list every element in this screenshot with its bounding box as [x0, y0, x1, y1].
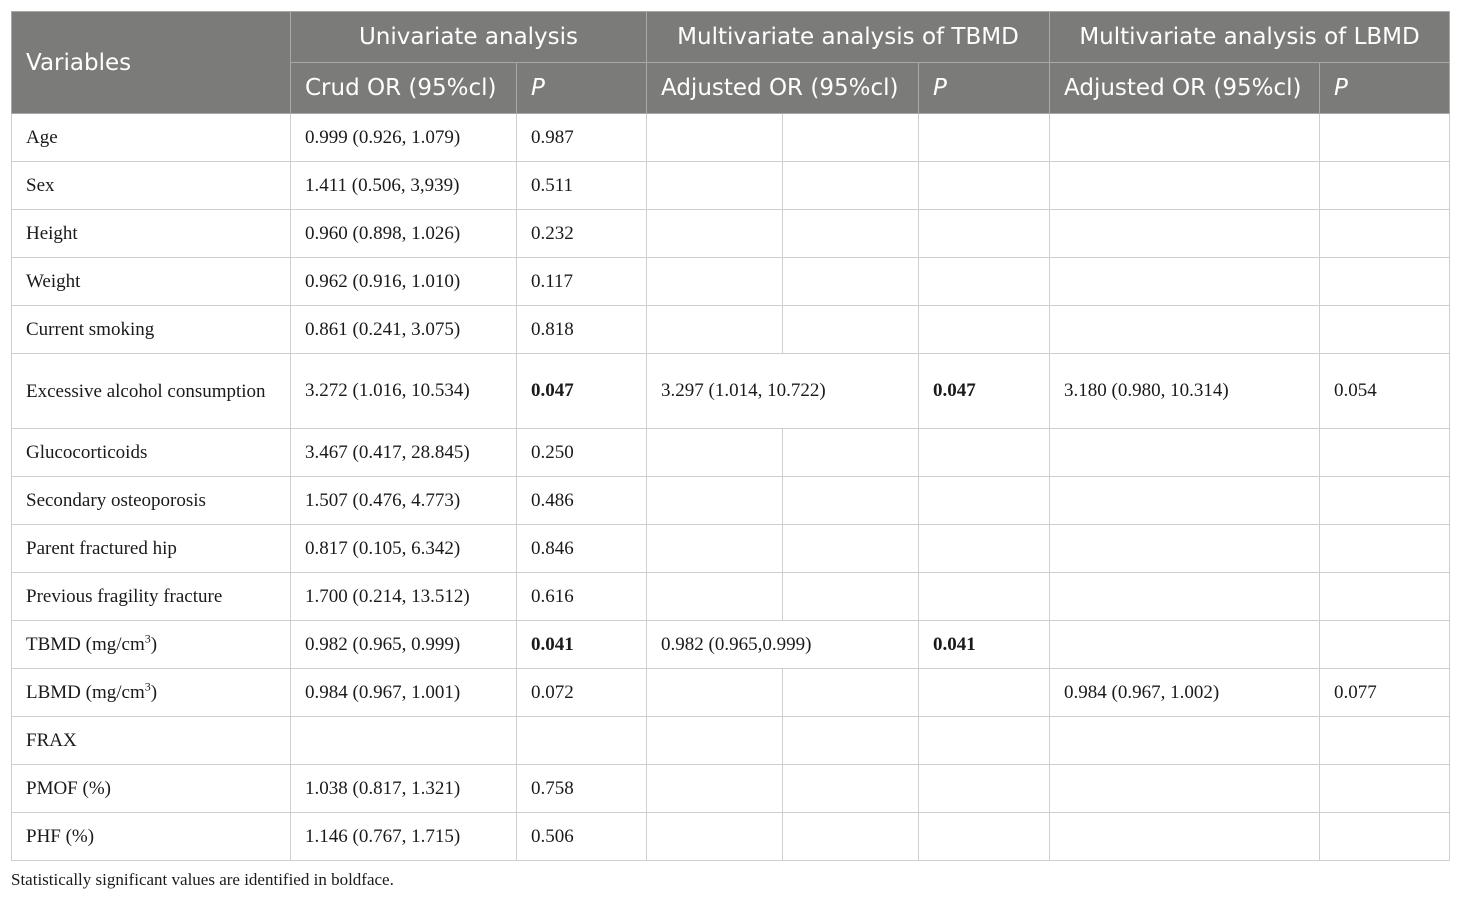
uni-or-cell: 0.960 (0.898, 1.026): [291, 210, 517, 258]
empty-cell: [1050, 573, 1320, 621]
variable-cell: [12, 621, 291, 669]
table-row: [12, 621, 1450, 669]
table-row: [12, 258, 1450, 306]
empty-cell: [1320, 306, 1450, 354]
uni-or-cell: 0.817 (0.105, 6.342): [291, 525, 517, 573]
empty-cell: [783, 717, 919, 765]
variable-cell: Excessive alcohol consumption: [12, 354, 291, 429]
empty-cell: [783, 210, 919, 258]
empty-cell: [1320, 813, 1450, 861]
table-row: [12, 354, 1450, 429]
table-row: [12, 210, 1450, 258]
uni-or-cell: 1.038 (0.817, 1.321): [291, 765, 517, 813]
empty-cell: [919, 717, 1050, 765]
empty-cell: [783, 573, 919, 621]
variable-label: LBMD (mg/cm: [26, 681, 145, 703]
header-lbmd-p: P: [1320, 63, 1450, 114]
empty-cell: [647, 114, 783, 162]
variable-cell: FRAX: [12, 717, 291, 765]
empty-cell: [919, 669, 1050, 717]
table-row: [12, 162, 1450, 210]
unit-close: ): [150, 633, 158, 655]
uni-p-cell: 0.072: [517, 669, 647, 717]
uni-or-cell: 1.411 (0.506, 3,939): [291, 162, 517, 210]
empty-cell: [1320, 429, 1450, 477]
uni-or-cell: 3.272 (1.016, 10.534): [291, 354, 517, 429]
empty-cell: [783, 765, 919, 813]
empty-cell: [1050, 717, 1320, 765]
table-row: [12, 306, 1450, 354]
table-row: [12, 477, 1450, 525]
empty-cell: [1050, 813, 1320, 861]
empty-cell: [1320, 717, 1450, 765]
empty-cell: [1050, 621, 1320, 669]
uni-or-cell: 0.962 (0.916, 1.010): [291, 258, 517, 306]
variable-cell: Age: [12, 114, 291, 162]
uni-or-cell: 0.861 (0.241, 3.075): [291, 306, 517, 354]
uni-p-cell: 0.758: [517, 765, 647, 813]
empty-cell: [919, 477, 1050, 525]
empty-cell: [1320, 765, 1450, 813]
lbmd-or-cell: 0.984 (0.967, 1.002): [1050, 669, 1320, 717]
empty-cell: [517, 717, 647, 765]
empty-cell: [1050, 258, 1320, 306]
table-row: [12, 114, 1450, 162]
tbmd-or-cell: 3.297 (1.014, 10.722): [647, 354, 919, 429]
empty-cell: [783, 813, 919, 861]
unit-close: ): [150, 681, 158, 703]
empty-cell: [647, 477, 783, 525]
header-crud-or: Crud OR (95%cl): [291, 63, 517, 114]
uni-p-cell: 0.987: [517, 114, 647, 162]
header-row-1: [12, 12, 1450, 63]
empty-cell: [919, 573, 1050, 621]
uni-or-cell: 1.146 (0.767, 1.715): [291, 813, 517, 861]
table-row: [12, 669, 1450, 717]
empty-cell: [1050, 114, 1320, 162]
empty-cell: [1320, 477, 1450, 525]
empty-cell: [919, 210, 1050, 258]
empty-cell: [647, 813, 783, 861]
header-lbmd-adjusted-or: Adjusted OR (95%cl): [1050, 63, 1320, 114]
header-tbmd-p: P: [919, 63, 1050, 114]
empty-cell: [647, 717, 783, 765]
empty-cell: [919, 813, 1050, 861]
uni-p-cell: 0.041: [517, 621, 647, 669]
empty-cell: [919, 525, 1050, 573]
uni-p-cell: 0.486: [517, 477, 647, 525]
lbmd-p-cell: 0.054: [1320, 354, 1450, 429]
variable-cell: PHF (%): [12, 813, 291, 861]
empty-cell: [1050, 210, 1320, 258]
empty-cell: [783, 162, 919, 210]
empty-cell: [1320, 573, 1450, 621]
table-row: [12, 717, 1450, 765]
empty-cell: [291, 717, 517, 765]
empty-cell: [1320, 258, 1450, 306]
empty-cell: [919, 162, 1050, 210]
uni-or-cell: 1.507 (0.476, 4.773): [291, 477, 517, 525]
empty-cell: [647, 669, 783, 717]
header-uni-p: P: [517, 63, 647, 114]
variable-cell: Current smoking: [12, 306, 291, 354]
header-multivariate-tbmd: Multivariate analysis of TBMD: [647, 12, 1050, 63]
uni-or-cell: 0.999 (0.926, 1.079): [291, 114, 517, 162]
uni-or-cell: 0.984 (0.967, 1.001): [291, 669, 517, 717]
uni-or-cell: 1.700 (0.214, 13.512): [291, 573, 517, 621]
uni-p-cell: 0.616: [517, 573, 647, 621]
uni-or-cell: 0.982 (0.965, 0.999): [291, 621, 517, 669]
empty-cell: [1320, 525, 1450, 573]
empty-cell: [919, 429, 1050, 477]
lbmd-or-cell: 3.180 (0.980, 10.314): [1050, 354, 1320, 429]
empty-cell: [1050, 525, 1320, 573]
empty-cell: [783, 306, 919, 354]
empty-cell: [919, 258, 1050, 306]
empty-cell: [783, 429, 919, 477]
empty-cell: [647, 765, 783, 813]
empty-cell: [783, 477, 919, 525]
uni-p-cell: 0.117: [517, 258, 647, 306]
results-table: [11, 11, 1450, 861]
header-variables: Variables: [12, 12, 291, 114]
variable-cell: Secondary osteoporosis: [12, 477, 291, 525]
tbmd-p-cell: 0.041: [919, 621, 1050, 669]
empty-cell: [647, 210, 783, 258]
uni-or-cell: 3.467 (0.417, 28.845): [291, 429, 517, 477]
empty-cell: [647, 258, 783, 306]
variable-cell: Previous fragility fracture: [12, 573, 291, 621]
table-row: [12, 765, 1450, 813]
empty-cell: [1320, 621, 1450, 669]
empty-cell: [1320, 114, 1450, 162]
table-row: [12, 525, 1450, 573]
variable-label: TBMD (mg/cm: [26, 633, 145, 655]
variable-cell: [12, 669, 291, 717]
table-row: [12, 813, 1450, 861]
uni-p-cell: 0.047: [517, 354, 647, 429]
table-row: [12, 429, 1450, 477]
header-tbmd-adjusted-or: Adjusted OR (95%cl): [647, 63, 919, 114]
empty-cell: [1320, 162, 1450, 210]
empty-cell: [1050, 162, 1320, 210]
variable-cell: PMOF (%): [12, 765, 291, 813]
empty-cell: [783, 525, 919, 573]
variable-cell: Height: [12, 210, 291, 258]
empty-cell: [647, 162, 783, 210]
uni-p-cell: 0.250: [517, 429, 647, 477]
uni-p-cell: 0.846: [517, 525, 647, 573]
empty-cell: [647, 429, 783, 477]
empty-cell: [1320, 210, 1450, 258]
empty-cell: [647, 525, 783, 573]
unit-superscript: 3: [144, 679, 151, 694]
empty-cell: [783, 258, 919, 306]
empty-cell: [1050, 306, 1320, 354]
empty-cell: [1050, 477, 1320, 525]
tbmd-or-cell: 0.982 (0.965,0.999): [647, 621, 919, 669]
variable-cell: Weight: [12, 258, 291, 306]
tbmd-p-cell: 0.047: [919, 354, 1050, 429]
table-row: [12, 573, 1450, 621]
empty-cell: [1050, 429, 1320, 477]
empty-cell: [919, 114, 1050, 162]
uni-p-cell: 0.232: [517, 210, 647, 258]
empty-cell: [647, 573, 783, 621]
empty-cell: [783, 114, 919, 162]
uni-p-cell: 0.511: [517, 162, 647, 210]
variable-cell: Glucocorticoids: [12, 429, 291, 477]
empty-cell: [1050, 765, 1320, 813]
uni-p-cell: 0.818: [517, 306, 647, 354]
empty-cell: [919, 765, 1050, 813]
unit-superscript: 3: [144, 631, 151, 646]
variable-cell: Sex: [12, 162, 291, 210]
empty-cell: [783, 669, 919, 717]
variable-cell: Parent fractured hip: [12, 525, 291, 573]
lbmd-p-cell: 0.077: [1320, 669, 1450, 717]
empty-cell: [647, 306, 783, 354]
table-footnote: Statistically significant values are identified in boldface.: [11, 870, 394, 889]
empty-cell: [919, 306, 1050, 354]
uni-p-cell: 0.506: [517, 813, 647, 861]
header-multivariate-lbmd: Multivariate analysis of LBMD: [1050, 12, 1450, 63]
header-univariate: Univariate analysis: [291, 12, 647, 63]
